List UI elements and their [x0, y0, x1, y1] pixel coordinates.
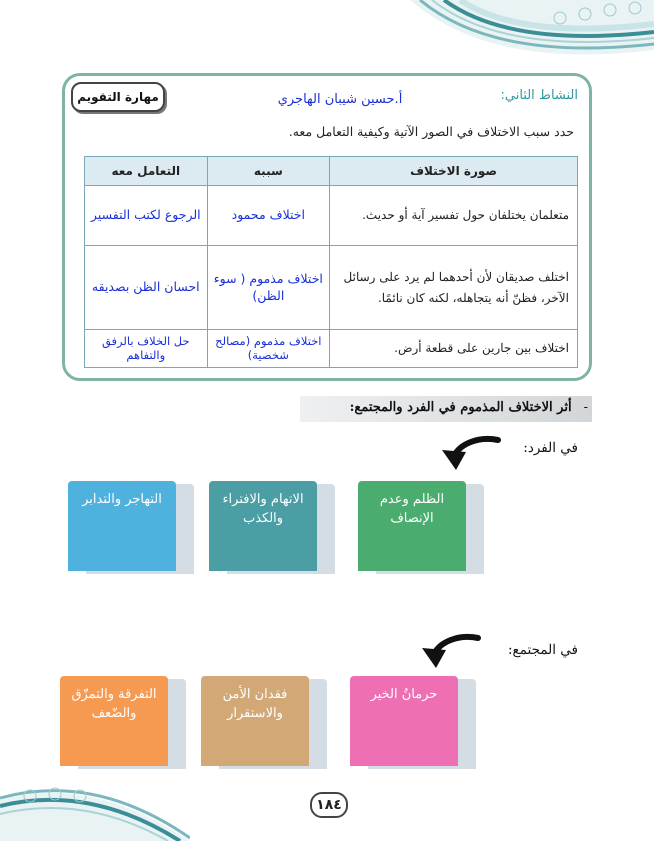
teacher-name: أ.حسين شيبان الهاجري — [277, 92, 403, 107]
section-bullet: - — [583, 400, 588, 415]
page-number: ١٨٤ — [310, 792, 348, 818]
arrow-down-left-icon — [418, 632, 482, 672]
society-label: في المجتمع: — [508, 642, 578, 658]
card-insecurity: فقدان الأمن والاستقرار — [201, 676, 309, 766]
activity-instruction: حدد سبب الاختلاف في الصور الآتية وكيفية التعامل معه. — [288, 124, 574, 139]
card-accusation: الاتهام والافتراء والكذب — [209, 481, 317, 571]
activity-label: النشاط الثاني: — [500, 88, 578, 103]
decorative-corner-bottom-left — [0, 780, 190, 841]
table-cell-deal: احسان الظن بصديقه — [85, 246, 208, 330]
table-cell-cause: اختلاف محمود — [207, 186, 329, 246]
table-cell-image: متعلمان يختلفان حول تفسير آية أو حديث. — [330, 186, 578, 246]
table-cell-image: اختلف صديقان لأن أحدهما لم يرد على رسائل الآخر، فظنّ أنه يتجاهله، لكنه كان نائمًا. — [330, 246, 578, 330]
table-cell-cause: اختلاف مذموم (مصالح شخصية) — [207, 330, 329, 368]
section-title-text: أثر الاختلاف المذموم في الفرد والمجتمع: — [349, 400, 572, 415]
decorative-corner-top-right — [410, 0, 654, 62]
difference-table — [84, 156, 578, 368]
table-header-row — [85, 157, 578, 186]
card-deprivation: حرمانُ الخير — [350, 676, 458, 766]
table-cell-cause: اختلاف مذموم ( سوء الظن) — [207, 246, 329, 330]
table-header: صورة الاختلاف — [330, 157, 578, 186]
table-header: التعامل معه — [85, 157, 208, 186]
arrow-down-left-icon — [438, 434, 502, 474]
table-cell-image: اختلاف بين جارين على قطعة أرض. — [330, 330, 578, 368]
individual-label: في الفرد: — [523, 440, 578, 456]
card-division: التفرقة والتمزّق والضّعف — [60, 676, 168, 766]
table-header: سببه — [207, 157, 329, 186]
skill-badge: مهارة التقويم — [71, 82, 165, 112]
card-estrangement: التهاجر والتدابر — [68, 481, 176, 571]
table-row — [85, 246, 578, 330]
section-title — [350, 400, 588, 415]
table-cell-deal: حل الخلاف بالرفق والتفاهم — [85, 330, 208, 368]
table-cell-deal: الرجوع لكتب التفسير — [85, 186, 208, 246]
table-row — [85, 186, 578, 246]
card-injustice: الظلم وعدم الإنصاف — [358, 481, 466, 571]
table-row — [85, 330, 578, 368]
